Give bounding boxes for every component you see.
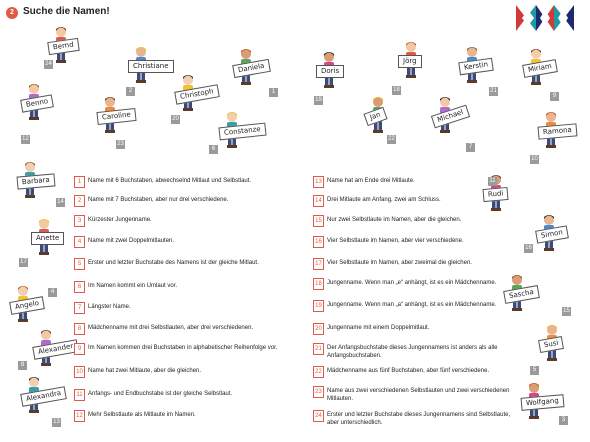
clue-number: 20 [313, 323, 324, 335]
clue-text: Der Anfangsbuchstabe dieses Jungennamens ist anders als alle Anfangsbuchstaben. [327, 345, 498, 359]
name-card: Jan [363, 107, 387, 126]
clue-number: 14 [313, 195, 324, 207]
clue-text: Name mit 6 Buchstaben, abwechselnd Mitlaut und Selbstlaut. [88, 178, 252, 184]
clue-text: Längster Name. [88, 304, 131, 310]
name-card: Christoph [174, 84, 219, 104]
clue-text: Name mit zwei Doppelmitlauten. [88, 238, 175, 244]
clue-number: 6 [74, 281, 85, 293]
name-card: Bernd [47, 38, 79, 55]
name-card: Michael [431, 105, 470, 129]
clue-text: Name mit 7 Buchstaben, aber nur drei verschiedene. [88, 197, 229, 203]
clue-number: 7 [74, 302, 85, 314]
name-card: Benno [20, 94, 54, 112]
clue-text: Jungenname mit einem Doppelmitlaut. [327, 325, 430, 331]
clue-number: 8 [74, 323, 85, 335]
clue-text: Mehr Selbstlaute als Mitlaute im Namen. [88, 412, 196, 418]
child-number-tag: 17 [20, 259, 27, 265]
clue-number: 9 [74, 343, 85, 355]
child-number-tag: 20 [172, 116, 179, 122]
clue-number: 22 [313, 366, 324, 378]
clue-number: 23 [313, 386, 324, 398]
child-number-tag: 8 [18, 361, 27, 370]
name-card: Angelo [9, 296, 45, 315]
child-number-tag: 22 [388, 136, 395, 142]
child-number-tag: 5 [530, 366, 539, 375]
name-card: Sascha [503, 285, 540, 304]
name-card: Alexandra [20, 386, 67, 407]
child-number-tag: 14 [57, 199, 64, 205]
clue-text: Jungenname. Wenn man „a“ anhängt, ist es ein Mädchenname. [327, 302, 497, 308]
clue-number: 17 [313, 258, 324, 270]
name-card: Christiane [128, 60, 174, 73]
clue-number: 10 [74, 366, 85, 378]
name-card: Anette [31, 232, 64, 245]
clue-text: Drei Mitlaute am Anfang, zwei am Schluss. [327, 197, 441, 203]
clue-number: 15 [313, 215, 324, 227]
clue-number: 4 [74, 236, 85, 248]
clue-number: 19 [313, 300, 324, 312]
name-card: Doris [316, 65, 344, 78]
child-number-tag: 19 [315, 97, 322, 103]
clue-text: Erster und letzter Buchstabe dieses Jungennamens sind Selbstlaute, aber unterschiedlich. [327, 412, 511, 426]
child-number-tag: 12 [22, 136, 29, 142]
clue-text: Im Namen kommen drei Buchstaben in alphabetischer Reihenfolge vor. [88, 345, 278, 351]
clue-text: Kürzester Jungenname. [88, 217, 152, 223]
child-number-tag: 2 [126, 87, 135, 96]
name-card: Alexander [32, 339, 79, 360]
name-card: Caroline [96, 108, 136, 125]
name-card: Rudi [482, 187, 508, 202]
clue-text: Nur zwei Selbstlaute im Namen, aber die gleichen. [327, 217, 462, 223]
clue-number: 3 [74, 215, 85, 227]
clue-text: Jungenname. Wenn man „e“ anhängt, ist es ein Mädchenname. [327, 280, 497, 286]
clue-number: 18 [313, 278, 324, 290]
name-card: Ramona [538, 123, 578, 139]
child-number-tag: 10 [531, 156, 538, 162]
child-number-tag: 13 [53, 419, 60, 425]
child-number-tag: 16 [525, 245, 532, 251]
clue-number: 21 [313, 343, 324, 355]
clue-text: Mädchenname aus fünf Buchstaben, aber fünf verschiedene. [327, 368, 490, 374]
clue-text: Vier Selbstlaute im Namen, aber vier verschiedene. [327, 238, 464, 244]
child-number-tag: 18 [393, 87, 400, 93]
clue-text: Erster und letzter Buchstabe des Namens ist der gleiche Mitlaut. [88, 260, 259, 266]
clue-number: 24 [313, 410, 324, 422]
name-card: Kerstin [458, 58, 494, 76]
clue-text: Name aus zwei verschiedenen Selbstlauten und zwei verschiedenen Mitlauten. [327, 388, 510, 402]
clue-number: 5 [74, 258, 85, 270]
page-title: Suche die Namen! [23, 6, 110, 17]
child-number-tag: 21 [490, 88, 497, 94]
child-number-tag: 11 [489, 178, 496, 184]
child-number-tag: 3 [559, 416, 568, 425]
publisher-logo [516, 5, 574, 31]
clue-text: Name hat zwei Mitlaute, aber die gleichen. [88, 368, 202, 374]
child-number-tag: 7 [466, 143, 475, 152]
clue-number: 16 [313, 236, 324, 248]
child-number-tag: 1 [269, 88, 278, 97]
child-number-tag: 23 [117, 141, 124, 147]
clue-number: 11 [74, 389, 85, 401]
clue-text: Mädchenname mit drei Selbstlauten, aber drei verschiedenen. [88, 325, 254, 331]
child-number-tag: 4 [48, 288, 57, 297]
clue-text: Vier Selbstlaute im Namen, aber zweimal die gleichen. [327, 260, 472, 266]
clue-text: Im Namen kommt ein Umlaut vor. [88, 283, 178, 289]
clue-text: Anfangs- und Endbuchstabe ist der gleiche Selbstlaut. [88, 391, 233, 397]
name-card: Susi [538, 336, 564, 353]
clue-text: Name hat am Ende drei Mitlaute. [327, 178, 415, 184]
page-number-badge: 2 [6, 7, 18, 19]
clue-number: 12 [74, 410, 85, 422]
clue-number: 2 [74, 195, 85, 207]
name-card: Miriam [522, 59, 558, 78]
child-number-tag: 24 [45, 61, 52, 67]
clue-number: 1 [74, 176, 85, 188]
child-number-tag: 15 [563, 308, 570, 314]
child-number-tag: 6 [209, 145, 218, 154]
clue-number: 13 [313, 176, 324, 188]
name-card: Wolfgang [521, 394, 565, 411]
name-card: Jörg [398, 55, 422, 68]
name-card: Constanze [218, 123, 266, 141]
name-card: Simon [535, 225, 569, 243]
child-number-tag: 9 [550, 92, 559, 101]
name-card: Barbara [17, 173, 56, 189]
name-card: Daniela [232, 59, 270, 78]
